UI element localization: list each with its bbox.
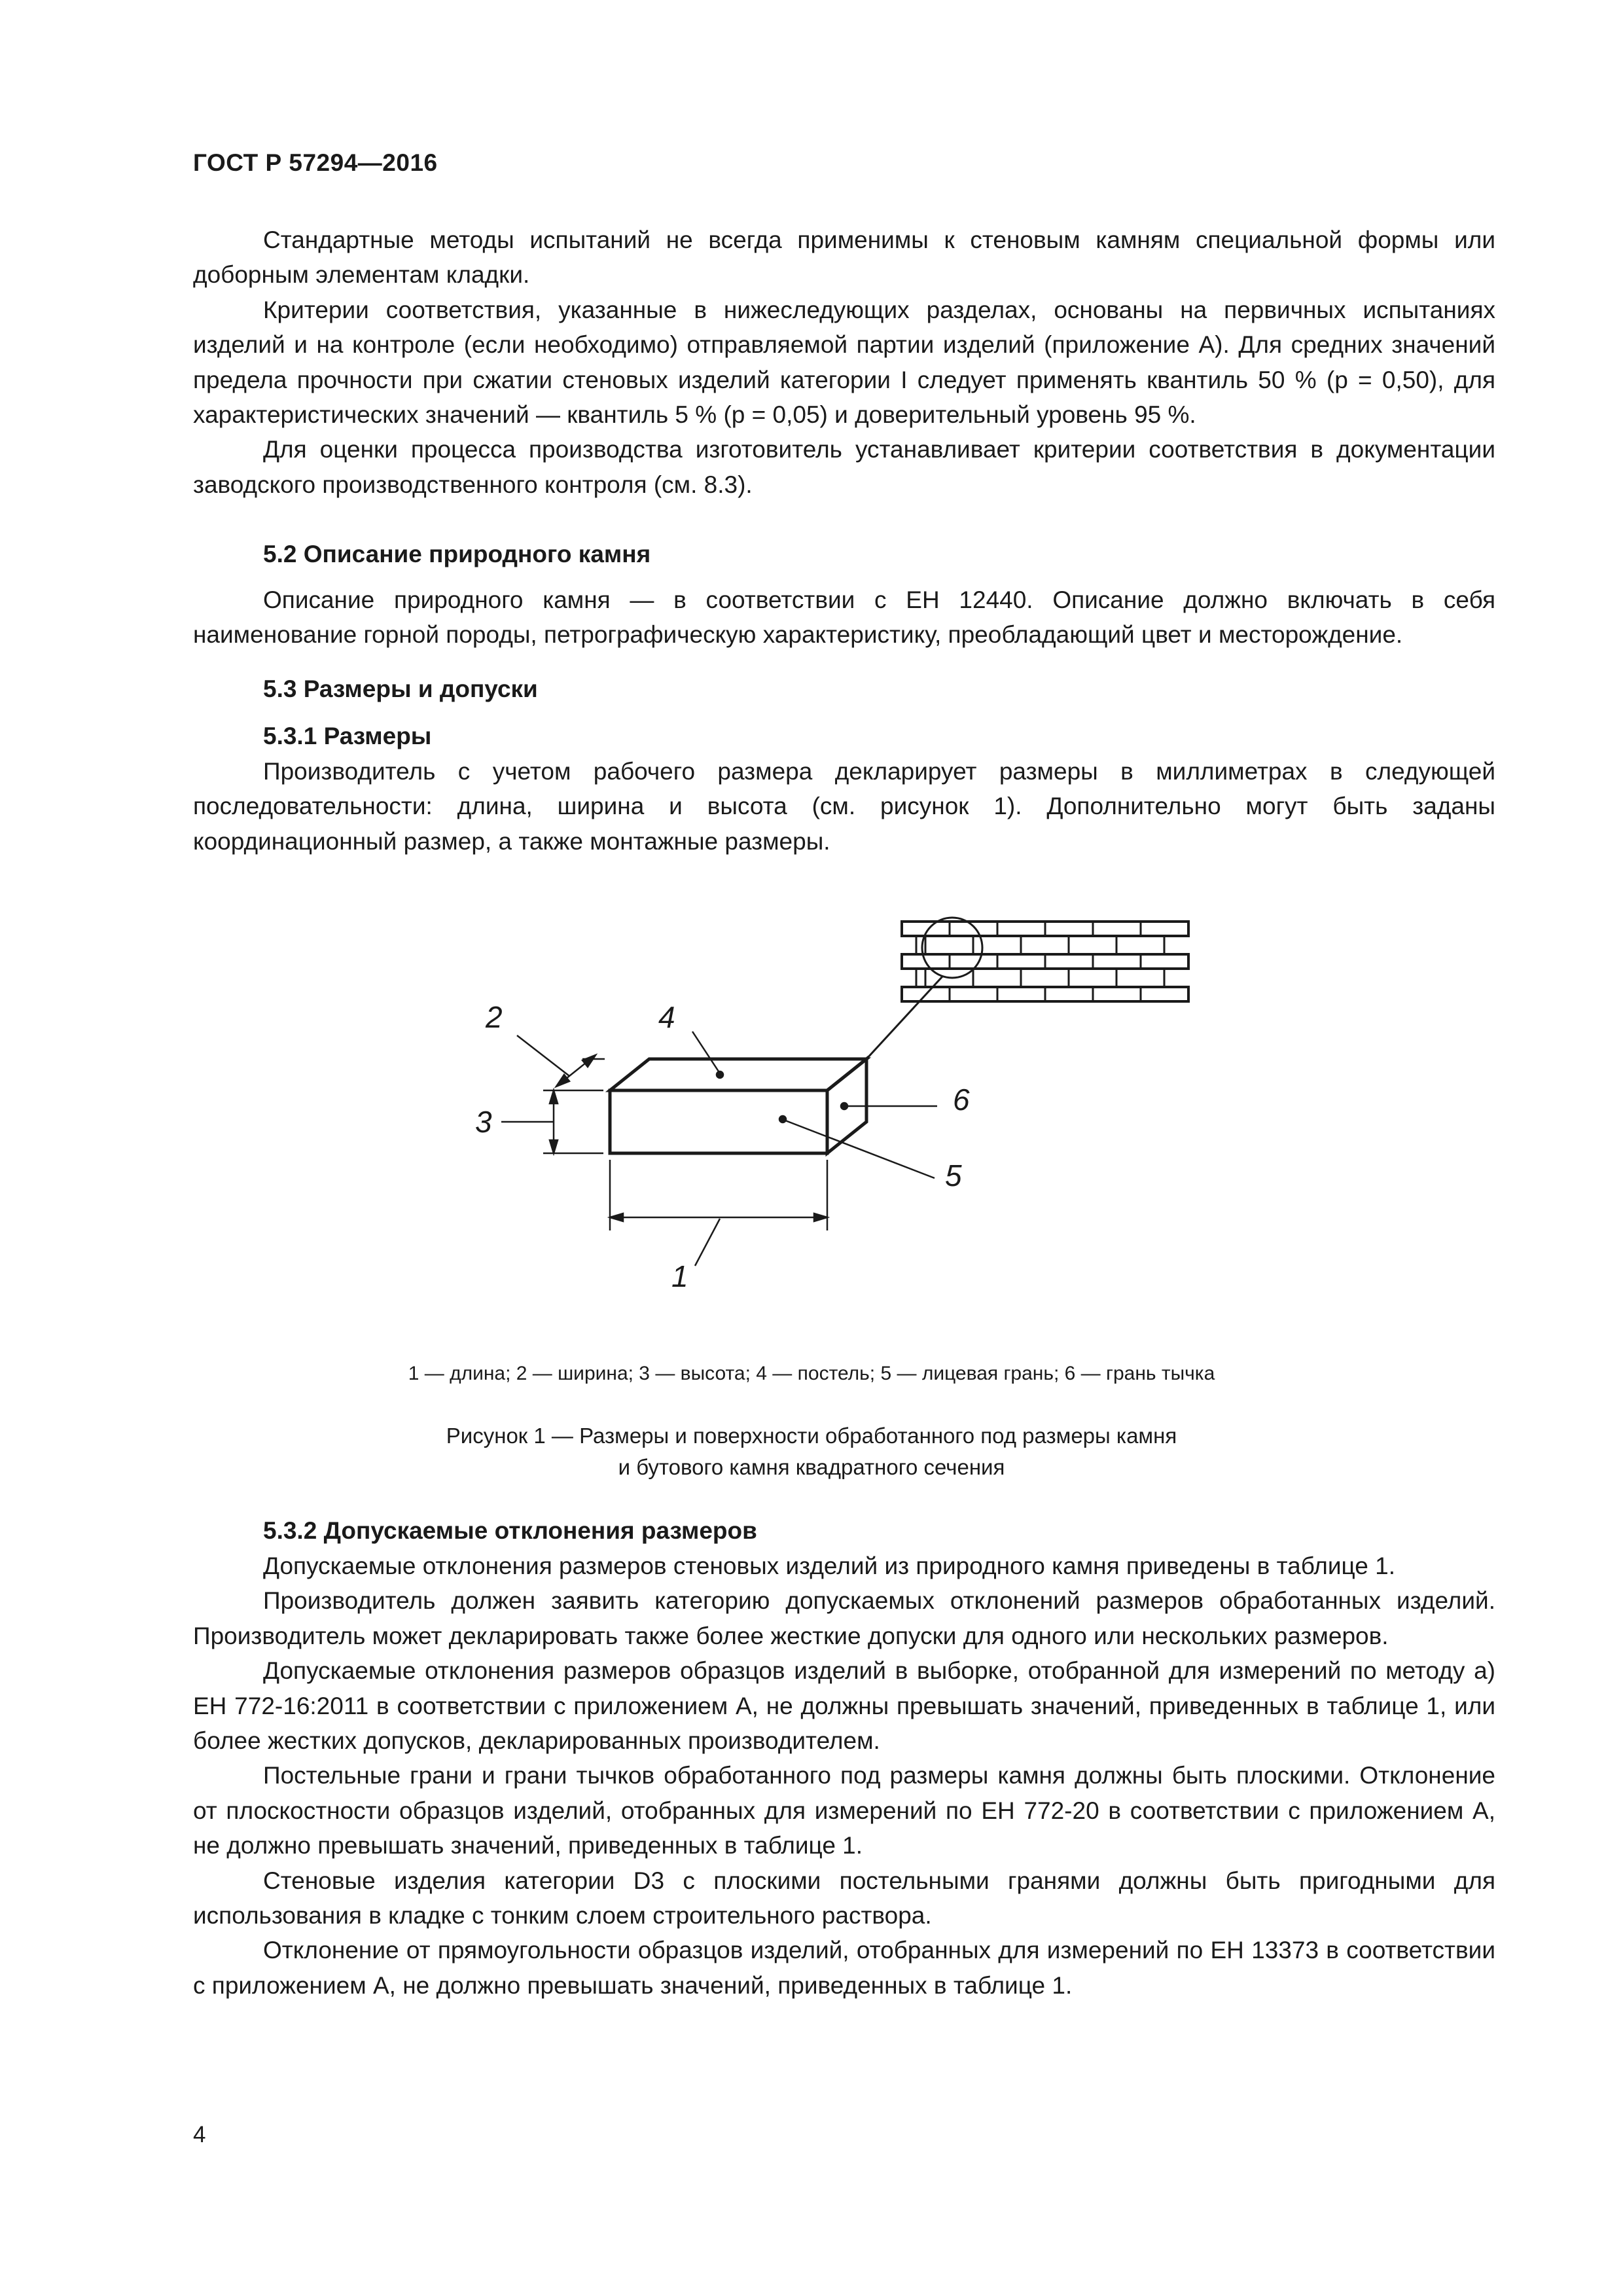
brick-wall <box>866 918 1188 1059</box>
section-5-3-2 <box>193 1513 1495 2003</box>
section-5-2-title: 5.2 Описание природного камня <box>263 541 651 567</box>
figure-legend: 1 — длина; 2 — ширина; 3 — высота; 4 — постель; 5 — лицевая грань; 6 — грань тычка <box>408 1363 1215 1384</box>
stone-block <box>610 1059 866 1153</box>
section-5-3-2-title: 5.3.2 Допускаемые отклонения размеров <box>263 1517 757 1544</box>
section-5-3-2-paragraph-2: Производитель должен заявить категорию допускаемых отклонений размеров обработанных изделий. Производитель может декларировать также более жесткие допуски для одного или нескольких размеров. <box>193 1587 1495 1649</box>
intro-paragraph-2: Критерии соответствия, указанные в нижеследующих разделах, основаны на первичных испытаниях изделий и на контроле (если необходимо) отправляемой партии изделий (приложение А). Для средних значений предела прочности при сжатии стеновых изделий категории I следует применять квантиль 50 % (p = 0,50), для характеристических значений — квантиль 5 % (p = 0,05) и доверительный уровень 95 %. <box>193 296 1495 429</box>
figure-caption-line-2: и бутового камня квадратного сечения <box>618 1455 1005 1479</box>
section-5-3-2-paragraph-1: Допускаемые отклонения размеров стеновых изделий из природного камня приведены в таблице 1. <box>263 1552 1395 1579</box>
label-3: 3 <box>475 1105 492 1139</box>
page-number: 4 <box>193 2122 206 2147</box>
intro-paragraph-1: Стандартные методы испытаний не всегда применимы к стеновым камням специальной формы или доборным элементам кладки. <box>193 226 1495 289</box>
intro-paragraph-3: Для оценки процесса производства изготовитель устанавливает критерии соответствия в документации заводского производственного контроля (см. 8.3). <box>193 436 1495 498</box>
section-5-3-1-paragraph: Производитель с учетом рабочего размера декларирует размеры в миллиметрах в следующей последовательности: длина, ширина и высота (см. рисунок 1). Дополнительно могут быть заданы координационный размер, а также монтажные размеры. <box>193 758 1495 855</box>
label-2: 2 <box>486 1000 503 1034</box>
section-5-3-2-paragraph-5: Стеновые изделия категории D3 с плоскими постельными гранями должны быть пригодными для использования в кладке с тонким слоем строительного раствора. <box>193 1867 1495 1929</box>
front-face <box>610 1090 827 1153</box>
figure-caption <box>0 1420 1623 1483</box>
section-5-2-paragraph: Описание природного камня — в соответствии с ЕН 12440. Описание должно включать в себя наименование горной породы, петрографическую характеристику, преобладающий цвет и месторождение. <box>193 586 1495 649</box>
top-face <box>610 1059 866 1090</box>
section-5-3-2-paragraph-6: Отклонение от прямоугольности образцов изделий, отобранных для измерений по ЕН 13373 в соответствии с приложением А, не должно превышать значений, приведенных в таблице 1. <box>193 1937 1495 1999</box>
label-1: 1 <box>671 1259 688 1293</box>
label-5: 5 <box>945 1158 962 1193</box>
section-5-3-title: 5.3 Размеры и допуски <box>263 675 538 702</box>
section-5-3-2-paragraph-3: Допускаемые отклонения размеров образцов изделий в выборке, отобранной для измерений по методу а) ЕН 772-16:2011 в соответствии с приложением А, не должны превышать значений, приведенных в таблице 1, или более жестких допусков, декларированных производителем. <box>193 1657 1495 1755</box>
detail-leader <box>866 977 942 1059</box>
section-5-3-2-paragraph-4: Постельные грани и грани тычков обработанного под размеры камня должны быть плоскими. Отклонение от плоскостности образцов изделий, отобранных для измерений по ЕН 772-20 в соответствии с приложением А, не должно превышать значений, приведенных в таблице 1. <box>193 1762 1495 1859</box>
figure-caption-line-1: Рисунок 1 — Размеры и поверхности обработанного под размеры камня <box>446 1424 1177 1448</box>
dimensions <box>501 1031 937 1266</box>
label-6: 6 <box>953 1083 970 1117</box>
label-4: 4 <box>658 1000 675 1034</box>
section-5-3-1-title: 5.3.1 Размеры <box>263 723 432 749</box>
document-header: ГОСТ Р 57294—2016 <box>193 149 438 176</box>
